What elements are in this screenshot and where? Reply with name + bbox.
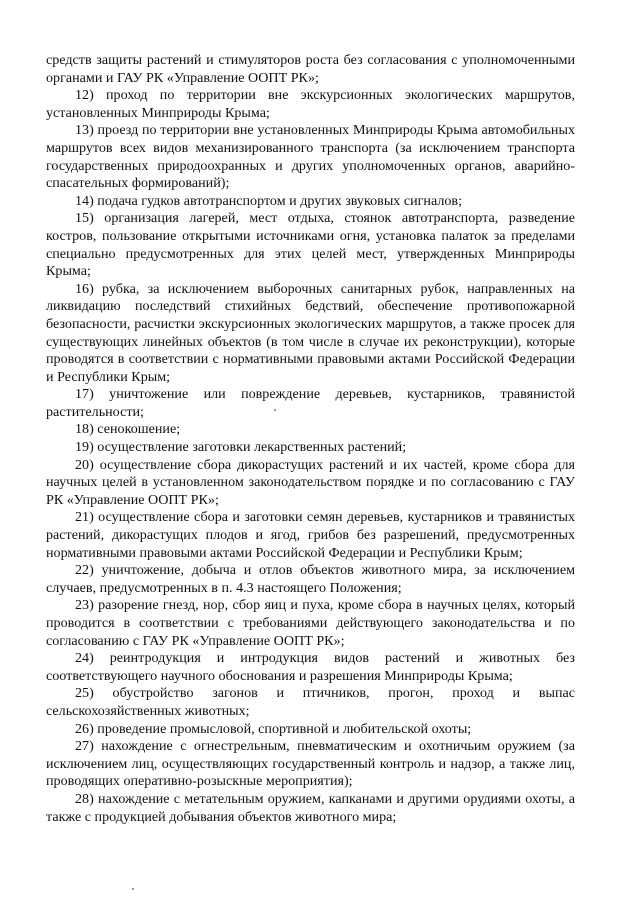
paragraph-item-13: 13) проезд по территории вне установленных Минприроды Крыма автомобильных маршрутов всех видов механизированного транспорта (за исключением транспорта государственных природоохранных и других уполномоченных органов, аварийно-спасательных формирований); <box>46 122 575 192</box>
scan-speck <box>132 888 134 890</box>
document-page <box>46 52 575 826</box>
paragraph-item-28: 28) нахождение с метательным оружием, капканами и другими орудиями охоты, а также с продукцией добывания объектов животного мира; <box>46 790 575 825</box>
paragraph-item-21: 21) осуществление сбора и заготовки семян деревьев, кустарников и травянистых растений, дикорастущих плодов и ягод, грибов без разрешений, предусмотренных нормативными правовыми актами Российской Федерации и Республики Крым; <box>46 509 575 561</box>
paragraph-item-26: 26) проведение промысловой, спортивной и любительской охоты; <box>75 720 472 737</box>
paragraph-item-18: 18) сенокошение; <box>75 421 181 438</box>
paragraph-item-25: 25) обустройство загонов и птичников, прогон, проход и выпас сельскохозяйственных животных; <box>46 685 575 719</box>
paragraph-item-16: 16) рубка, за исключением выборочных санитарных рубок, направленных на ликвидацию последствий стихийных бедствий, обеспечение противопожарной безопасности, расчистки экскурсионных экологических маршрутов, а также просек для существующих линейных объектов (в том числе в случае их реконструкции), которые проводятся в соответствии с нормативными правовыми актами Российской Федерации и Республики Крым; <box>46 280 575 385</box>
scan-speck <box>274 409 276 411</box>
paragraph-item-14: 14) подача гудков автотранспортом и других звуковых сигналов; <box>75 192 463 209</box>
paragraph-item-20: 20) осуществление сбора дикорастущих растений и их частей, кроме сбора для научных целей в установленном законодательством порядке и по согласованию с ГАУ РК «Управление ООПТ РК»; <box>46 456 575 508</box>
paragraph-item-23: 23) разорение гнезд, нор, сбор яиц и пуха, кроме сбора в научных целях, который проводится в соответствии с требованиями действующего законодательства и по согласованию с ГАУ РК «Управление ООПТ РК»; <box>46 597 575 649</box>
paragraph-item-19: 19) осуществление заготовки лекарственных растений; <box>75 439 407 456</box>
paragraph-item-15: 15) организация лагерей, мест отдыха, стоянок автотранспорта, разведение костров, пользование открытыми источниками огня, установка палаток за пределами специально предусмотренных для этих целей мест, утвержденных Минприроды Крыма; <box>46 210 575 280</box>
paragraph-item-17: 17) уничтожение или повреждение деревьев, кустарников, травянистой растительности; <box>46 386 575 420</box>
paragraph-item-24: 24) реинтродукция и интродукция видов растений и животных без соответствующего научного обоснования и разрешения Минприроды Крыма; <box>46 650 575 684</box>
paragraph-continuation: средств защиты растений и стимуляторов роста без согласования с уполномоченными органами и ГАУ РК «Управление ООПТ РК»; <box>46 52 575 86</box>
paragraph-item-12: 12) проход по территории вне экскурсионных экологических маршрутов, установленных Минприроды Крыма; <box>46 87 575 121</box>
paragraph-item-27: 27) нахождение с огнестрельным, пневматическим и охотничьим оружием (за исключением лиц, осуществляющих государственный контроль и надзор, а также лиц, проводящих оперативно-розыскные мероприятия); <box>46 738 575 790</box>
paragraph-item-22: 22) уничтожение, добыча и отлов объектов животного мира, за исключением случаев, предусмотренных в п. 4.3 настоящего Положения; <box>46 562 575 596</box>
